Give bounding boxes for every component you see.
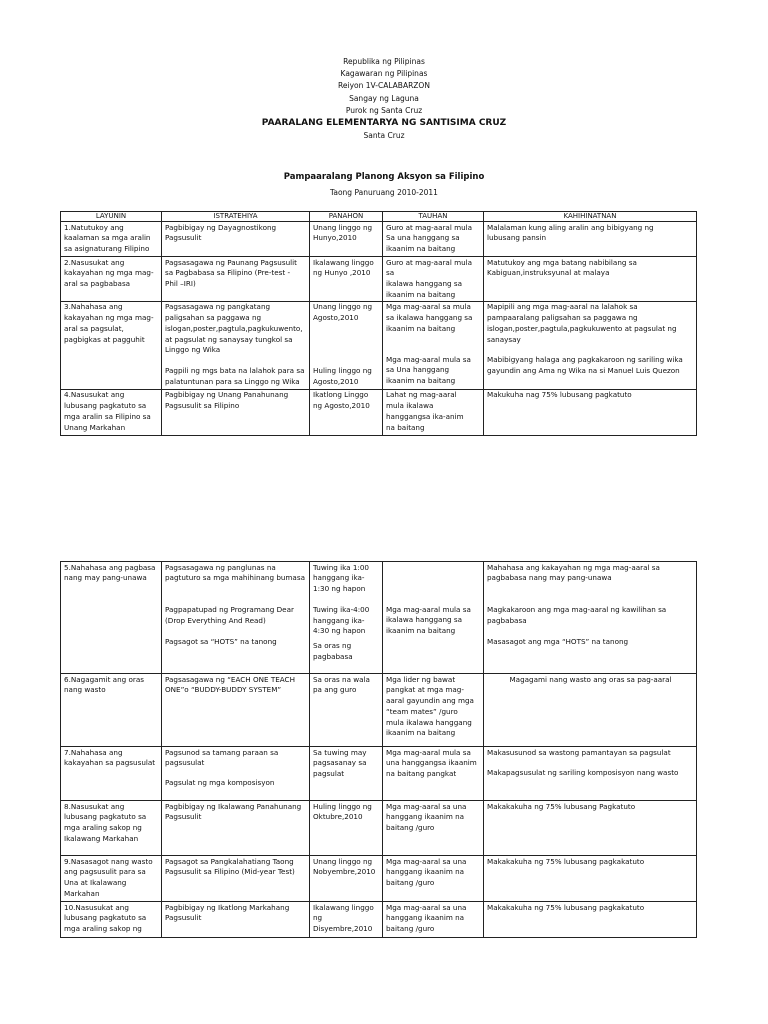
cell-tauhan: Guro at mag-aaral mula sa ikalawa hanggang sa ikaanim na baitang — [386, 257, 473, 299]
cell-kahihinatnan: Makakakuha ng 75% lubusang pagkakatuto — [487, 902, 645, 912]
cell-layunin: 5.Nahahasa ang pagbasa nang may pang-unawa — [64, 562, 156, 583]
cell-tauhan: Guro at mag-aaral mula Sa una hanggang sa ikaanim na baitang — [386, 222, 473, 254]
table-header-row — [61, 212, 697, 222]
column-header-layunin: LAYUNIN — [61, 212, 162, 222]
cell-tauhan: Mga mag-aaral sa una hanggang ikaanim na baitang /guro — [386, 801, 467, 833]
cell-kahihinatnan: Matutukoy ang mga batang nabibilang sa Kabiguan,instruksyunal at malaya — [487, 257, 637, 278]
column-header-panahon: PANAHON — [310, 212, 383, 222]
cell-kahihinatnan: Masasagot ang mga “HOTS” na tanong — [487, 636, 629, 646]
cell-tauhan: Mga mag-aaral mula sa ikalawa hanggang sa ikaanim na baitang — [386, 604, 471, 636]
table-row — [61, 222, 697, 257]
table-row — [61, 562, 697, 674]
action-plan-table-2 — [60, 561, 697, 938]
school-year: Taong Panuruang 2010-2011 — [330, 188, 438, 197]
cell-panahon: Unang linggo ng Nobyembre,2010 — [313, 856, 376, 877]
cell-kahihinatnan: Makasusunod sa wastong pamantayan sa pagsulat — [487, 747, 671, 757]
cell-kahihinatnan: Mahahasa ang kakayahan ng mga mag-aaral sa pagbabasa nang may pang-unawa — [487, 562, 660, 583]
table-row — [61, 389, 697, 435]
column-header-istratehiya: ISTRATEHIYA — [162, 212, 310, 222]
cell-kahihinatnan: Malalaman kung aling aralin ang bibigyang ng lubusang pansin — [487, 222, 654, 243]
cell-istratehiya: Pagsasagawa ng Paunang Pagsusulit sa Pagbabasa sa Filipino (Pre-test - Phil –IRI) — [165, 257, 297, 289]
cell-istratehiya: Pagsasagawa ng pangkatang paligsahan sa paggawa ng islogan,poster,pagtula,pagkukuwento, at pagsulat ng sanaysay tungkol sa Linggo ng Wika — [165, 302, 303, 355]
cell-layunin: 1.Natutukoy ang kaalaman sa mga aralin sa asignaturang Filipino — [64, 222, 151, 254]
cell-kahihinatnan: Makakakuha ng 75% lubusang pagkakatuto — [487, 856, 645, 866]
table-row — [61, 257, 697, 302]
cell-tauhan: Mga lider ng bawat pangkat at mga mag- aaral gayundin ang mga “team mates” /guro mula ikalawa hanggang ikaanim na baitang — [386, 674, 474, 738]
cell-istratehiya: Pagbibigay ng Ikatlong Markahang Pagsusulit — [165, 902, 290, 923]
cell-panahon: Ikalawang linggo ng Disyembre,2010 — [313, 902, 374, 934]
cell-istratehiya: Pagbibigay ng Ikalawang Panahunang Pagsusulit — [165, 801, 302, 822]
header-republic: Republika ng Pilipinas — [343, 57, 425, 66]
cell-layunin: 6.Nagagamit ang oras nang wasto — [64, 674, 144, 695]
cell-layunin: 4.Nasusukat ang lubusang pagkatuto sa mga aralin sa Filipino sa Unang Markahan — [64, 390, 151, 432]
document-title: Pampaaralang Planong Aksyon sa Filipino — [283, 172, 485, 182]
cell-tauhan: Mga mag-aaral sa mula sa ikalawa hanggang sa ikaanim na baitang — [386, 302, 473, 333]
cell-kahihinatnan: Magagami nang wasto ang oras sa pag-aaral — [509, 674, 672, 684]
table-row — [61, 301, 697, 389]
cell-istratehiya: Pagsagot sa “HOTS” na tanong — [165, 636, 277, 646]
school-name: PAARALANG ELEMENTARYA NG SANTISIMA CRUZ — [261, 117, 507, 128]
cell-tauhan: Mga mag-aaral sa una hanggang ikaanim na baitang /guro — [386, 856, 467, 888]
cell-istratehiya: Pagbibigay ng Unang Panahunang Pagsusulit sa Filipino — [165, 390, 289, 410]
header-region: Reiyon 1V-CALABARZON — [338, 81, 430, 91]
cell-istratehiya: Pagsasagawa ng panglunas na pagtuturo sa mga mahihinang bumasa — [165, 562, 305, 583]
cell-panahon: Sa oras ng pagbabasa — [313, 641, 353, 662]
cell-kahihinatnan: Makakakuha ng 75% lubusang Pagkatuto — [487, 801, 636, 811]
cell-panahon: Unang linggo ng Hunyo,2010 — [313, 222, 373, 243]
column-header-kahihinatnan: KAHIHINATNAN — [484, 212, 697, 222]
header-department: Kagawaran ng Pilipinas — [340, 69, 428, 79]
cell-kahihinatnan: Makukuha nag 75% lubusang pagkatuto — [487, 390, 632, 400]
cell-panahon: Tuwing ika 1:00 hanggang ika- 1:30 ng hapon — [313, 562, 369, 594]
table-row — [61, 674, 697, 747]
cell-tauhan: Mga mag-aaral sa una hanggang ikaanim na baitang /guro — [386, 902, 467, 934]
table-row — [61, 902, 697, 938]
header-district: Purok ng Santa Cruz — [345, 105, 423, 115]
action-plan-table-1 — [60, 211, 697, 436]
table-row — [61, 747, 697, 801]
cell-kahihinatnan: Mabibigyang halaga ang pagkakaroon ng sariling wika gayundin ang Ama ng Wika na si Manuel Luis Quezon — [487, 355, 683, 376]
table-row — [61, 801, 697, 856]
cell-panahon: Ikalawang linggo ng Hunyo ,2010 — [313, 257, 374, 278]
cell-istratehiya: Pagsagot sa Pangkalahatiang Taong Pagsusulit sa Filipino (Mid-year Test) — [165, 856, 295, 877]
cell-kahihinatnan: Mapipili ang mga mag-aaral na lalahok sa pampaaralang paligsahan sa paggawa ng islogan,poster,pagtula,pagkukuwento at pagsulat ng sanaysay — [487, 302, 677, 344]
document-header — [0, 56, 768, 142]
cell-tauhan: Lahat ng mag-aaral mula ikalawa hanggangsa ika-anim na baitang — [386, 390, 464, 432]
header-town: Santa Cruz — [363, 130, 405, 140]
header-division: Sangay ng Laguna — [349, 93, 419, 103]
cell-istratehiya: Pagsunod sa tamang paraan sa pagsusulat — [165, 747, 279, 768]
cell-layunin: 7.Nahahasa ang kakayahan sa pagsusulat — [64, 747, 156, 768]
cell-layunin: 3.Nahahasa ang kakayahan ng mga mag- aral sa pagsulat, pagbigkas at pagguhit — [64, 302, 154, 344]
cell-layunin: 8.Nasusukat ang lubusang pagkatuto sa mga araling sakop ng Ikalawang Markahan — [64, 801, 147, 843]
cell-tauhan: Mga mag-aaral mula sa una hanggangsa ikaanim na baitang pangkat — [386, 747, 477, 779]
column-header-tauhan: TAUHAN — [383, 212, 484, 222]
cell-panahon: Tuwing ika-4:00 hanggang ika- 4:30 ng hapon — [313, 604, 370, 636]
cell-istratehiya: Pagsulat ng mga komposisyon — [165, 778, 275, 788]
cell-layunin: 10.Nasusukat ang lubusang pagkatuto sa mga araling sakop ng — [64, 902, 147, 934]
cell-panahon: Ikatlong Linggo ng Agosto,2010 — [313, 390, 370, 410]
cell-panahon: Unang linggo ng Agosto,2010 — [313, 302, 373, 322]
cell-istratehiya: Pagsasagawa ng “EACH ONE TEACH ONE”o “BUDDY-BUDDY SYSTEM” — [165, 674, 295, 695]
cell-panahon: Sa oras na wala pa ang guro — [313, 674, 370, 695]
cell-layunin: 2.Nasusukat ang kakayahan ng mga mag- aral sa pagbabasa — [64, 257, 154, 289]
cell-panahon: Huling linggo ng Agosto,2010 — [313, 365, 372, 386]
cell-panahon: Huling linggo ng Oktubre,2010 — [313, 801, 372, 822]
cell-istratehiya: Pagbibigay ng Dayagnostikong Pagsusulit — [165, 222, 277, 243]
cell-panahon: Sa tuwing may pagsasanay sa pagsulat — [313, 747, 367, 779]
cell-tauhan: Mga mag-aaral mula sa sa Una hanggang ikaanim na baitang — [386, 354, 471, 386]
cell-layunin: 9.Nasasagot nang wasto ang pagsusulit para sa Una at Ikalawang Markahan — [64, 856, 153, 898]
table-row — [61, 856, 697, 902]
cell-kahihinatnan: Magkakaroon ang mga mag-aaral ng kawilihan sa pagbabasa — [487, 605, 667, 625]
cell-kahihinatnan: Makapagsusulat ng sariling komposisyon nang wasto — [487, 768, 679, 778]
cell-istratehiya: Pagpapatupad ng Programang Dear (Drop Everything And Read) — [165, 605, 294, 625]
cell-istratehiya: Pagpili ng mgs bata na lalahok para sa palatuntunan para sa Linggo ng Wika — [165, 366, 305, 386]
